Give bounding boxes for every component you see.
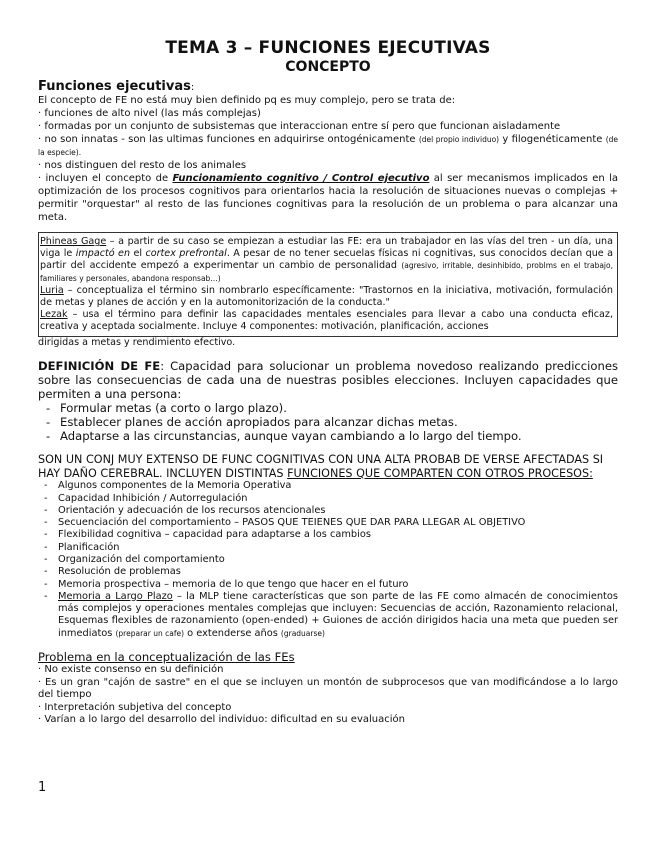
- fe-bullet-1: · funciones de alto nivel (las más complejas): [38, 108, 261, 119]
- fe-heading-colon: :: [190, 82, 195, 93]
- fe-bullet-3-tail: y filogenéticamente: [502, 134, 603, 145]
- list-item: - Planificación: [42, 542, 618, 554]
- lezak-paragraph: [40, 309, 613, 333]
- list-item: - Algunos componentes de la Memoria Operativa: [42, 480, 618, 492]
- fe-bullet-3-note: (del propio individuo): [418, 135, 500, 144]
- luria-text: – conceptualiza el término sin nombrarlo específicamente: "Trastornos en la iniciativa, motivación, formulación de metas y planes de acción y en la automonitorización de la conducta.": [40, 284, 613, 309]
- mlp-mid: o extenderse años: [184, 627, 281, 639]
- page-number: 1: [38, 780, 47, 795]
- list-item: - Orientación y adecuación de los recursos atencionales: [42, 505, 618, 517]
- list-item: - Adaptarse a las circunstancias, aunque vayan cambiando a lo largo del tiempo.: [44, 429, 618, 443]
- lezak-name: Lezak: [40, 309, 68, 321]
- definition-section: [38, 359, 618, 443]
- fe-bullet-3-main: · no son innatas - son las ultimas funciones en adquirirse ontogénicamente: [38, 134, 416, 145]
- history-box: [38, 232, 618, 337]
- fe-bullet-5-term: Funcionamiento cognitivo / Control ejecutivo: [172, 173, 430, 184]
- document-page: [38, 38, 618, 727]
- phineas-italic-1: impactó en: [75, 248, 131, 260]
- problem-item: · Varían a lo largo del desarrollo del individuo: dificultad en su evaluación: [38, 714, 405, 726]
- fe-section: [38, 80, 618, 224]
- problem-heading: Problema en la conceptualización de las FEs: [38, 650, 295, 665]
- doc-subtitle: CONCEPTO: [285, 59, 371, 75]
- definition-list: [38, 401, 618, 443]
- fe-intro: El concepto de FE no está muy bien definido pq es muy complejo, pero se trata de:: [38, 95, 456, 106]
- conj-text-main: SON UN CONJ MUY EXTENSO DE FUNC COGNITIVAS CON UNA ALTA PROBAB DE VERSE AFECTADAS SI HAY DAÑO CEREBRAL. INCLUYEN DISTINTAS: [38, 453, 604, 480]
- phineas-text-b: el: [130, 248, 146, 260]
- fe-bullet-2: · formadas por un conjunto de subsistemas que interaccionan entre sí pero que funcionan aisladamente: [38, 121, 561, 132]
- conj-text: [38, 453, 618, 480]
- mlp-label: Memoria a Largo Plazo: [58, 590, 173, 602]
- problem-item: · Es un gran "cajón de sastre" en el que se incluyen un montón de subprocesos que van modificándose a lo largo del tiempo: [38, 676, 618, 701]
- list-item: - Establecer planes de acción apropiados para alcanzar dichas metas.: [44, 415, 618, 429]
- mlp-note-2: (graduarse): [280, 628, 325, 638]
- list-item: - Flexibilidad cognitiva – capacidad para adaptarse a los cambios: [42, 529, 618, 541]
- list-item: - Resolución de problemas: [42, 566, 618, 578]
- list-item-mlp: [42, 591, 618, 640]
- fe-bullet-5-pre: · incluyen el concepto de: [38, 173, 173, 184]
- list-item: - Formular metas (a corto o largo plazo).: [44, 401, 618, 415]
- list-item: - Secuenciación del comportamiento – PASOS QUE TEIENES QUE DAR PARA LLEGAR AL OBJETIVO: [42, 517, 618, 529]
- phineas-italic-2: cortex prefrontal: [145, 248, 227, 260]
- phineas-text-c: . A pesar de no tener secuelas físicas ni cognitivas, sus conocidos decían que a partir del accidente empezó a experimentar un cambio de personalidad: [40, 248, 613, 272]
- fe-bullet-4: · nos distinguen del resto de los animales: [38, 160, 247, 171]
- phineas-name: Phineas Gage: [40, 236, 107, 247]
- definition-text: : Capacidad para solucionar un problema novedoso realizando predicciones sobre las consecuencias de cada una de nuestras posibles elecciones. Incluyen capacidades que permiten a una persona:: [38, 359, 619, 402]
- phineas-paragraph: [40, 236, 613, 285]
- lezak-text: – usa el término para definir las capacidades mentales esenciales para llevar a cabo una conducta eficaz, creativa y aceptada socialmente. Incluye 4 componentes: motivación, planificación, acciones: [40, 309, 613, 333]
- fe-bullet-5: [38, 172, 618, 224]
- doc-title: TEMA 3 – FUNCIONES EJECUTIVAS: [165, 38, 491, 58]
- definition-label: DEFINICIÓN DE FE: [38, 359, 161, 374]
- mlp-note-1: (preparar un cafe): [115, 628, 185, 638]
- list-item: - Organización del comportamiento: [42, 554, 618, 566]
- phineas-note: (agresivo, irritable, desinhibido, problms en el trabajo, familiares y personales, abandona responsab…): [40, 261, 613, 283]
- fe-bullet-5-post: al ser mecanismos implicados en la optimización de los procesos cognitivos para orientarlos hacia la resolución de situaciones nuevas o complejas + permitir "orquestar" al resto de las funciones cognitivas para la resolución de un problema o para alcanzar una meta.: [38, 173, 618, 223]
- lezak-tail: dirigidas a metas y rendimiento efectivo.: [38, 337, 236, 348]
- list-item: - Capacidad Inhibición / Autorregulación: [42, 493, 618, 505]
- fe-bullet-3: [38, 133, 618, 159]
- list-item: - Memoria prospectiva – memoria de lo que tengo que hacer en el futuro: [42, 579, 618, 591]
- problem-item: · Interpretación subjetiva del concepto: [38, 701, 232, 713]
- phineas-text-a: – a partir de su caso se empiezan a estudiar las FE: era un trabajador en las vías del tren - un día, una viga le: [40, 236, 613, 260]
- conj-section: [38, 453, 618, 640]
- process-list: [38, 480, 618, 640]
- luria-paragraph: [40, 285, 613, 309]
- problem-section: [38, 650, 618, 727]
- mlp-text: – la MLP tiene características que son parte de las FE como almacén de conocimientos más complejos y operaciones mentales complejas que incluyen: Secuencias de acción, Razonamiento relacional, Esquemas flexibles de razonamiento (open-ended) + Guiones de acción dirigidos hacia una meta que pueden ser inmediatos: [58, 590, 619, 639]
- fe-heading: Funciones ejecutivas: [38, 79, 191, 94]
- conj-underlined: FUNCIONES QUE COMPARTEN CON OTROS PROCESOS:: [287, 466, 593, 480]
- fe-bullet-3-note2: (de la especie).: [38, 135, 618, 157]
- problem-item: · No existe consenso en su definición: [38, 664, 224, 676]
- luria-name: Luria: [40, 284, 64, 296]
